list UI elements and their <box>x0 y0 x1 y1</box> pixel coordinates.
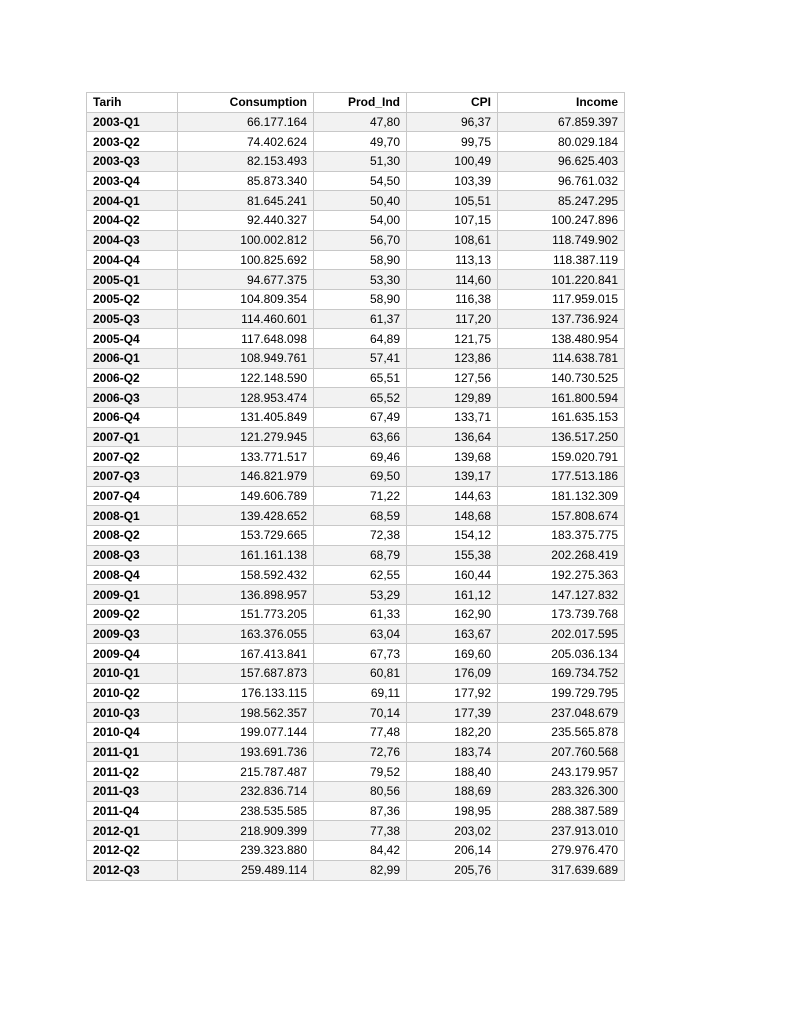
table-row <box>87 604 625 624</box>
cell-period: 2011-Q4 <box>87 801 178 821</box>
cell-prod-ind: 60,81 <box>314 663 407 683</box>
cell-period: 2011-Q2 <box>87 762 178 782</box>
cell-cpi: 103,39 <box>407 171 498 191</box>
cell-income: 237.913.010 <box>498 821 625 841</box>
cell-income: 183.375.775 <box>498 526 625 546</box>
cell-income: 169.734.752 <box>498 663 625 683</box>
table-row <box>87 683 625 703</box>
header-row <box>87 93 625 113</box>
cell-cpi: 105,51 <box>407 191 498 211</box>
cell-period: 2003-Q3 <box>87 152 178 172</box>
cell-period: 2003-Q2 <box>87 132 178 152</box>
header-cpi: CPI <box>407 93 498 113</box>
cell-cpi: 188,69 <box>407 782 498 802</box>
cell-consumption: 163.376.055 <box>178 624 314 644</box>
cell-prod-ind: 80,56 <box>314 782 407 802</box>
cell-prod-ind: 63,66 <box>314 427 407 447</box>
cell-period: 2005-Q1 <box>87 270 178 290</box>
header-consumption: Consumption <box>178 93 314 113</box>
cell-period: 2010-Q2 <box>87 683 178 703</box>
cell-cpi: 162,90 <box>407 604 498 624</box>
cell-income: 80.029.184 <box>498 132 625 152</box>
cell-period: 2005-Q2 <box>87 289 178 309</box>
cell-period: 2011-Q3 <box>87 782 178 802</box>
cell-cpi: 99,75 <box>407 132 498 152</box>
cell-cpi: 123,86 <box>407 348 498 368</box>
table-row <box>87 585 625 605</box>
cell-period: 2010-Q3 <box>87 703 178 723</box>
cell-income: 138.480.954 <box>498 329 625 349</box>
cell-income: 181.132.309 <box>498 486 625 506</box>
cell-prod-ind: 69,11 <box>314 683 407 703</box>
table-row <box>87 624 625 644</box>
cell-prod-ind: 68,59 <box>314 506 407 526</box>
cell-income: 235.565.878 <box>498 723 625 743</box>
cell-consumption: 81.645.241 <box>178 191 314 211</box>
cell-cpi: 163,67 <box>407 624 498 644</box>
cell-period: 2004-Q3 <box>87 230 178 250</box>
cell-period: 2003-Q4 <box>87 171 178 191</box>
cell-prod-ind: 69,46 <box>314 447 407 467</box>
cell-period: 2011-Q1 <box>87 742 178 762</box>
cell-prod-ind: 51,30 <box>314 152 407 172</box>
cell-consumption: 238.535.585 <box>178 801 314 821</box>
cell-consumption: 239.323.880 <box>178 841 314 861</box>
cell-income: 199.729.795 <box>498 683 625 703</box>
table-row <box>87 841 625 861</box>
cell-cpi: 177,39 <box>407 703 498 723</box>
cell-prod-ind: 87,36 <box>314 801 407 821</box>
table-row <box>87 467 625 487</box>
cell-period: 2009-Q2 <box>87 604 178 624</box>
table-row <box>87 565 625 585</box>
cell-consumption: 74.402.624 <box>178 132 314 152</box>
cell-income: 96.625.403 <box>498 152 625 172</box>
table-row <box>87 742 625 762</box>
cell-prod-ind: 49,70 <box>314 132 407 152</box>
table-row <box>87 230 625 250</box>
cell-cpi: 161,12 <box>407 585 498 605</box>
cell-consumption: 66.177.164 <box>178 112 314 132</box>
table-row <box>87 171 625 191</box>
cell-consumption: 104.809.354 <box>178 289 314 309</box>
cell-income: 279.976.470 <box>498 841 625 861</box>
cell-cpi: 177,92 <box>407 683 498 703</box>
header-income: Income <box>498 93 625 113</box>
cell-income: 118.387.119 <box>498 250 625 270</box>
cell-period: 2012-Q2 <box>87 841 178 861</box>
cell-cpi: 203,02 <box>407 821 498 841</box>
table-row <box>87 644 625 664</box>
cell-consumption: 100.002.812 <box>178 230 314 250</box>
cell-income: 118.749.902 <box>498 230 625 250</box>
table-row <box>87 545 625 565</box>
table-row <box>87 388 625 408</box>
cell-cpi: 183,74 <box>407 742 498 762</box>
cell-prod-ind: 54,50 <box>314 171 407 191</box>
cell-income: 317.639.689 <box>498 860 625 880</box>
cell-period: 2009-Q1 <box>87 585 178 605</box>
table-row <box>87 211 625 231</box>
table-row <box>87 860 625 880</box>
table-row <box>87 782 625 802</box>
table-row <box>87 703 625 723</box>
cell-consumption: 94.677.375 <box>178 270 314 290</box>
table-row <box>87 132 625 152</box>
cell-income: 117.959.015 <box>498 289 625 309</box>
cell-period: 2009-Q4 <box>87 644 178 664</box>
table-row <box>87 486 625 506</box>
cell-cpi: 127,56 <box>407 368 498 388</box>
cell-income: 202.268.419 <box>498 545 625 565</box>
cell-prod-ind: 61,37 <box>314 309 407 329</box>
cell-consumption: 176.133.115 <box>178 683 314 703</box>
table-body <box>87 112 625 880</box>
cell-prod-ind: 64,89 <box>314 329 407 349</box>
cell-prod-ind: 67,73 <box>314 644 407 664</box>
cell-cpi: 114,60 <box>407 270 498 290</box>
table-row <box>87 663 625 683</box>
cell-prod-ind: 69,50 <box>314 467 407 487</box>
cell-prod-ind: 63,04 <box>314 624 407 644</box>
cell-cpi: 198,95 <box>407 801 498 821</box>
cell-period: 2005-Q4 <box>87 329 178 349</box>
table-row <box>87 112 625 132</box>
cell-consumption: 136.898.957 <box>178 585 314 605</box>
cell-period: 2003-Q1 <box>87 112 178 132</box>
cell-consumption: 122.148.590 <box>178 368 314 388</box>
cell-period: 2007-Q2 <box>87 447 178 467</box>
cell-prod-ind: 58,90 <box>314 250 407 270</box>
cell-prod-ind: 53,29 <box>314 585 407 605</box>
cell-period: 2005-Q3 <box>87 309 178 329</box>
cell-cpi: 206,14 <box>407 841 498 861</box>
cell-cpi: 144,63 <box>407 486 498 506</box>
cell-cpi: 121,75 <box>407 329 498 349</box>
cell-cpi: 205,76 <box>407 860 498 880</box>
cell-cpi: 155,38 <box>407 545 498 565</box>
cell-income: 177.513.186 <box>498 467 625 487</box>
cell-consumption: 198.562.357 <box>178 703 314 723</box>
cell-cpi: 169,60 <box>407 644 498 664</box>
cell-cpi: 116,38 <box>407 289 498 309</box>
cell-income: 136.517.250 <box>498 427 625 447</box>
cell-prod-ind: 53,30 <box>314 270 407 290</box>
table-row <box>87 191 625 211</box>
cell-cpi: 113,13 <box>407 250 498 270</box>
cell-consumption: 153.729.665 <box>178 526 314 546</box>
cell-consumption: 232.836.714 <box>178 782 314 802</box>
cell-income: 147.127.832 <box>498 585 625 605</box>
cell-consumption: 82.153.493 <box>178 152 314 172</box>
cell-cpi: 108,61 <box>407 230 498 250</box>
cell-consumption: 117.648.098 <box>178 329 314 349</box>
cell-period: 2010-Q1 <box>87 663 178 683</box>
cell-income: 100.247.896 <box>498 211 625 231</box>
cell-prod-ind: 77,38 <box>314 821 407 841</box>
table-row <box>87 762 625 782</box>
cell-prod-ind: 82,99 <box>314 860 407 880</box>
table-row <box>87 427 625 447</box>
cell-prod-ind: 47,80 <box>314 112 407 132</box>
cell-income: 243.179.957 <box>498 762 625 782</box>
cell-period: 2004-Q1 <box>87 191 178 211</box>
cell-consumption: 149.606.789 <box>178 486 314 506</box>
cell-income: 205.036.134 <box>498 644 625 664</box>
cell-income: 207.760.568 <box>498 742 625 762</box>
table-row <box>87 821 625 841</box>
cell-prod-ind: 72,38 <box>314 526 407 546</box>
cell-consumption: 199.077.144 <box>178 723 314 743</box>
table-row <box>87 270 625 290</box>
cell-consumption: 218.909.399 <box>178 821 314 841</box>
cell-income: 67.859.397 <box>498 112 625 132</box>
cell-consumption: 114.460.601 <box>178 309 314 329</box>
cell-period: 2009-Q3 <box>87 624 178 644</box>
cell-consumption: 131.405.849 <box>178 408 314 428</box>
cell-cpi: 160,44 <box>407 565 498 585</box>
cell-income: 85.247.295 <box>498 191 625 211</box>
cell-period: 2006-Q2 <box>87 368 178 388</box>
cell-period: 2006-Q3 <box>87 388 178 408</box>
cell-consumption: 215.787.487 <box>178 762 314 782</box>
cell-income: 96.761.032 <box>498 171 625 191</box>
cell-period: 2010-Q4 <box>87 723 178 743</box>
cell-period: 2007-Q1 <box>87 427 178 447</box>
table-row <box>87 289 625 309</box>
cell-period: 2007-Q3 <box>87 467 178 487</box>
cell-income: 202.017.595 <box>498 624 625 644</box>
header-tarih: Tarih <box>87 93 178 113</box>
table-row <box>87 801 625 821</box>
cell-prod-ind: 79,52 <box>314 762 407 782</box>
cell-prod-ind: 65,52 <box>314 388 407 408</box>
spreadsheet-page <box>86 92 625 881</box>
cell-period: 2012-Q1 <box>87 821 178 841</box>
cell-consumption: 193.691.736 <box>178 742 314 762</box>
cell-period: 2006-Q4 <box>87 408 178 428</box>
cell-cpi: 154,12 <box>407 526 498 546</box>
cell-income: 237.048.679 <box>498 703 625 723</box>
cell-cpi: 139,68 <box>407 447 498 467</box>
cell-income: 283.326.300 <box>498 782 625 802</box>
cell-cpi: 182,20 <box>407 723 498 743</box>
cell-income: 288.387.589 <box>498 801 625 821</box>
cell-prod-ind: 65,51 <box>314 368 407 388</box>
cell-income: 114.638.781 <box>498 348 625 368</box>
cell-consumption: 133.771.517 <box>178 447 314 467</box>
cell-cpi: 107,15 <box>407 211 498 231</box>
cell-period: 2007-Q4 <box>87 486 178 506</box>
cell-cpi: 176,09 <box>407 663 498 683</box>
cell-consumption: 157.687.873 <box>178 663 314 683</box>
cell-income: 161.800.594 <box>498 388 625 408</box>
cell-income: 159.020.791 <box>498 447 625 467</box>
cell-period: 2012-Q3 <box>87 860 178 880</box>
cell-period: 2004-Q2 <box>87 211 178 231</box>
cell-income: 140.730.525 <box>498 368 625 388</box>
cell-income: 161.635.153 <box>498 408 625 428</box>
cell-cpi: 96,37 <box>407 112 498 132</box>
cell-prod-ind: 50,40 <box>314 191 407 211</box>
cell-prod-ind: 62,55 <box>314 565 407 585</box>
cell-income: 173.739.768 <box>498 604 625 624</box>
cell-cpi: 148,68 <box>407 506 498 526</box>
cell-cpi: 136,64 <box>407 427 498 447</box>
cell-prod-ind: 57,41 <box>314 348 407 368</box>
cell-consumption: 146.821.979 <box>178 467 314 487</box>
cell-prod-ind: 67,49 <box>314 408 407 428</box>
table-row <box>87 250 625 270</box>
table-row <box>87 408 625 428</box>
cell-consumption: 100.825.692 <box>178 250 314 270</box>
cell-consumption: 108.949.761 <box>178 348 314 368</box>
cell-income: 101.220.841 <box>498 270 625 290</box>
cell-period: 2008-Q1 <box>87 506 178 526</box>
cell-prod-ind: 68,79 <box>314 545 407 565</box>
cell-income: 137.736.924 <box>498 309 625 329</box>
cell-consumption: 128.953.474 <box>178 388 314 408</box>
cell-cpi: 129,89 <box>407 388 498 408</box>
table-row <box>87 329 625 349</box>
table-row <box>87 348 625 368</box>
header-prod-ind: Prod_Ind <box>314 93 407 113</box>
cell-consumption: 121.279.945 <box>178 427 314 447</box>
cell-income: 157.808.674 <box>498 506 625 526</box>
cell-prod-ind: 56,70 <box>314 230 407 250</box>
cell-consumption: 259.489.114 <box>178 860 314 880</box>
cell-cpi: 117,20 <box>407 309 498 329</box>
cell-cpi: 133,71 <box>407 408 498 428</box>
cell-consumption: 158.592.432 <box>178 565 314 585</box>
table-row <box>87 447 625 467</box>
table-row <box>87 526 625 546</box>
cell-cpi: 100,49 <box>407 152 498 172</box>
cell-prod-ind: 84,42 <box>314 841 407 861</box>
table-row <box>87 368 625 388</box>
cell-cpi: 188,40 <box>407 762 498 782</box>
cell-consumption: 139.428.652 <box>178 506 314 526</box>
cell-period: 2008-Q2 <box>87 526 178 546</box>
data-table <box>86 92 625 881</box>
cell-consumption: 161.161.138 <box>178 545 314 565</box>
cell-period: 2006-Q1 <box>87 348 178 368</box>
cell-prod-ind: 71,22 <box>314 486 407 506</box>
cell-consumption: 167.413.841 <box>178 644 314 664</box>
cell-prod-ind: 72,76 <box>314 742 407 762</box>
cell-prod-ind: 61,33 <box>314 604 407 624</box>
cell-prod-ind: 77,48 <box>314 723 407 743</box>
cell-prod-ind: 58,90 <box>314 289 407 309</box>
cell-consumption: 92.440.327 <box>178 211 314 231</box>
cell-income: 192.275.363 <box>498 565 625 585</box>
table-row <box>87 309 625 329</box>
table-row <box>87 152 625 172</box>
table-row <box>87 506 625 526</box>
cell-cpi: 139,17 <box>407 467 498 487</box>
table-row <box>87 723 625 743</box>
cell-prod-ind: 54,00 <box>314 211 407 231</box>
cell-consumption: 85.873.340 <box>178 171 314 191</box>
cell-period: 2008-Q3 <box>87 545 178 565</box>
cell-prod-ind: 70,14 <box>314 703 407 723</box>
cell-consumption: 151.773.205 <box>178 604 314 624</box>
cell-period: 2004-Q4 <box>87 250 178 270</box>
cell-period: 2008-Q4 <box>87 565 178 585</box>
